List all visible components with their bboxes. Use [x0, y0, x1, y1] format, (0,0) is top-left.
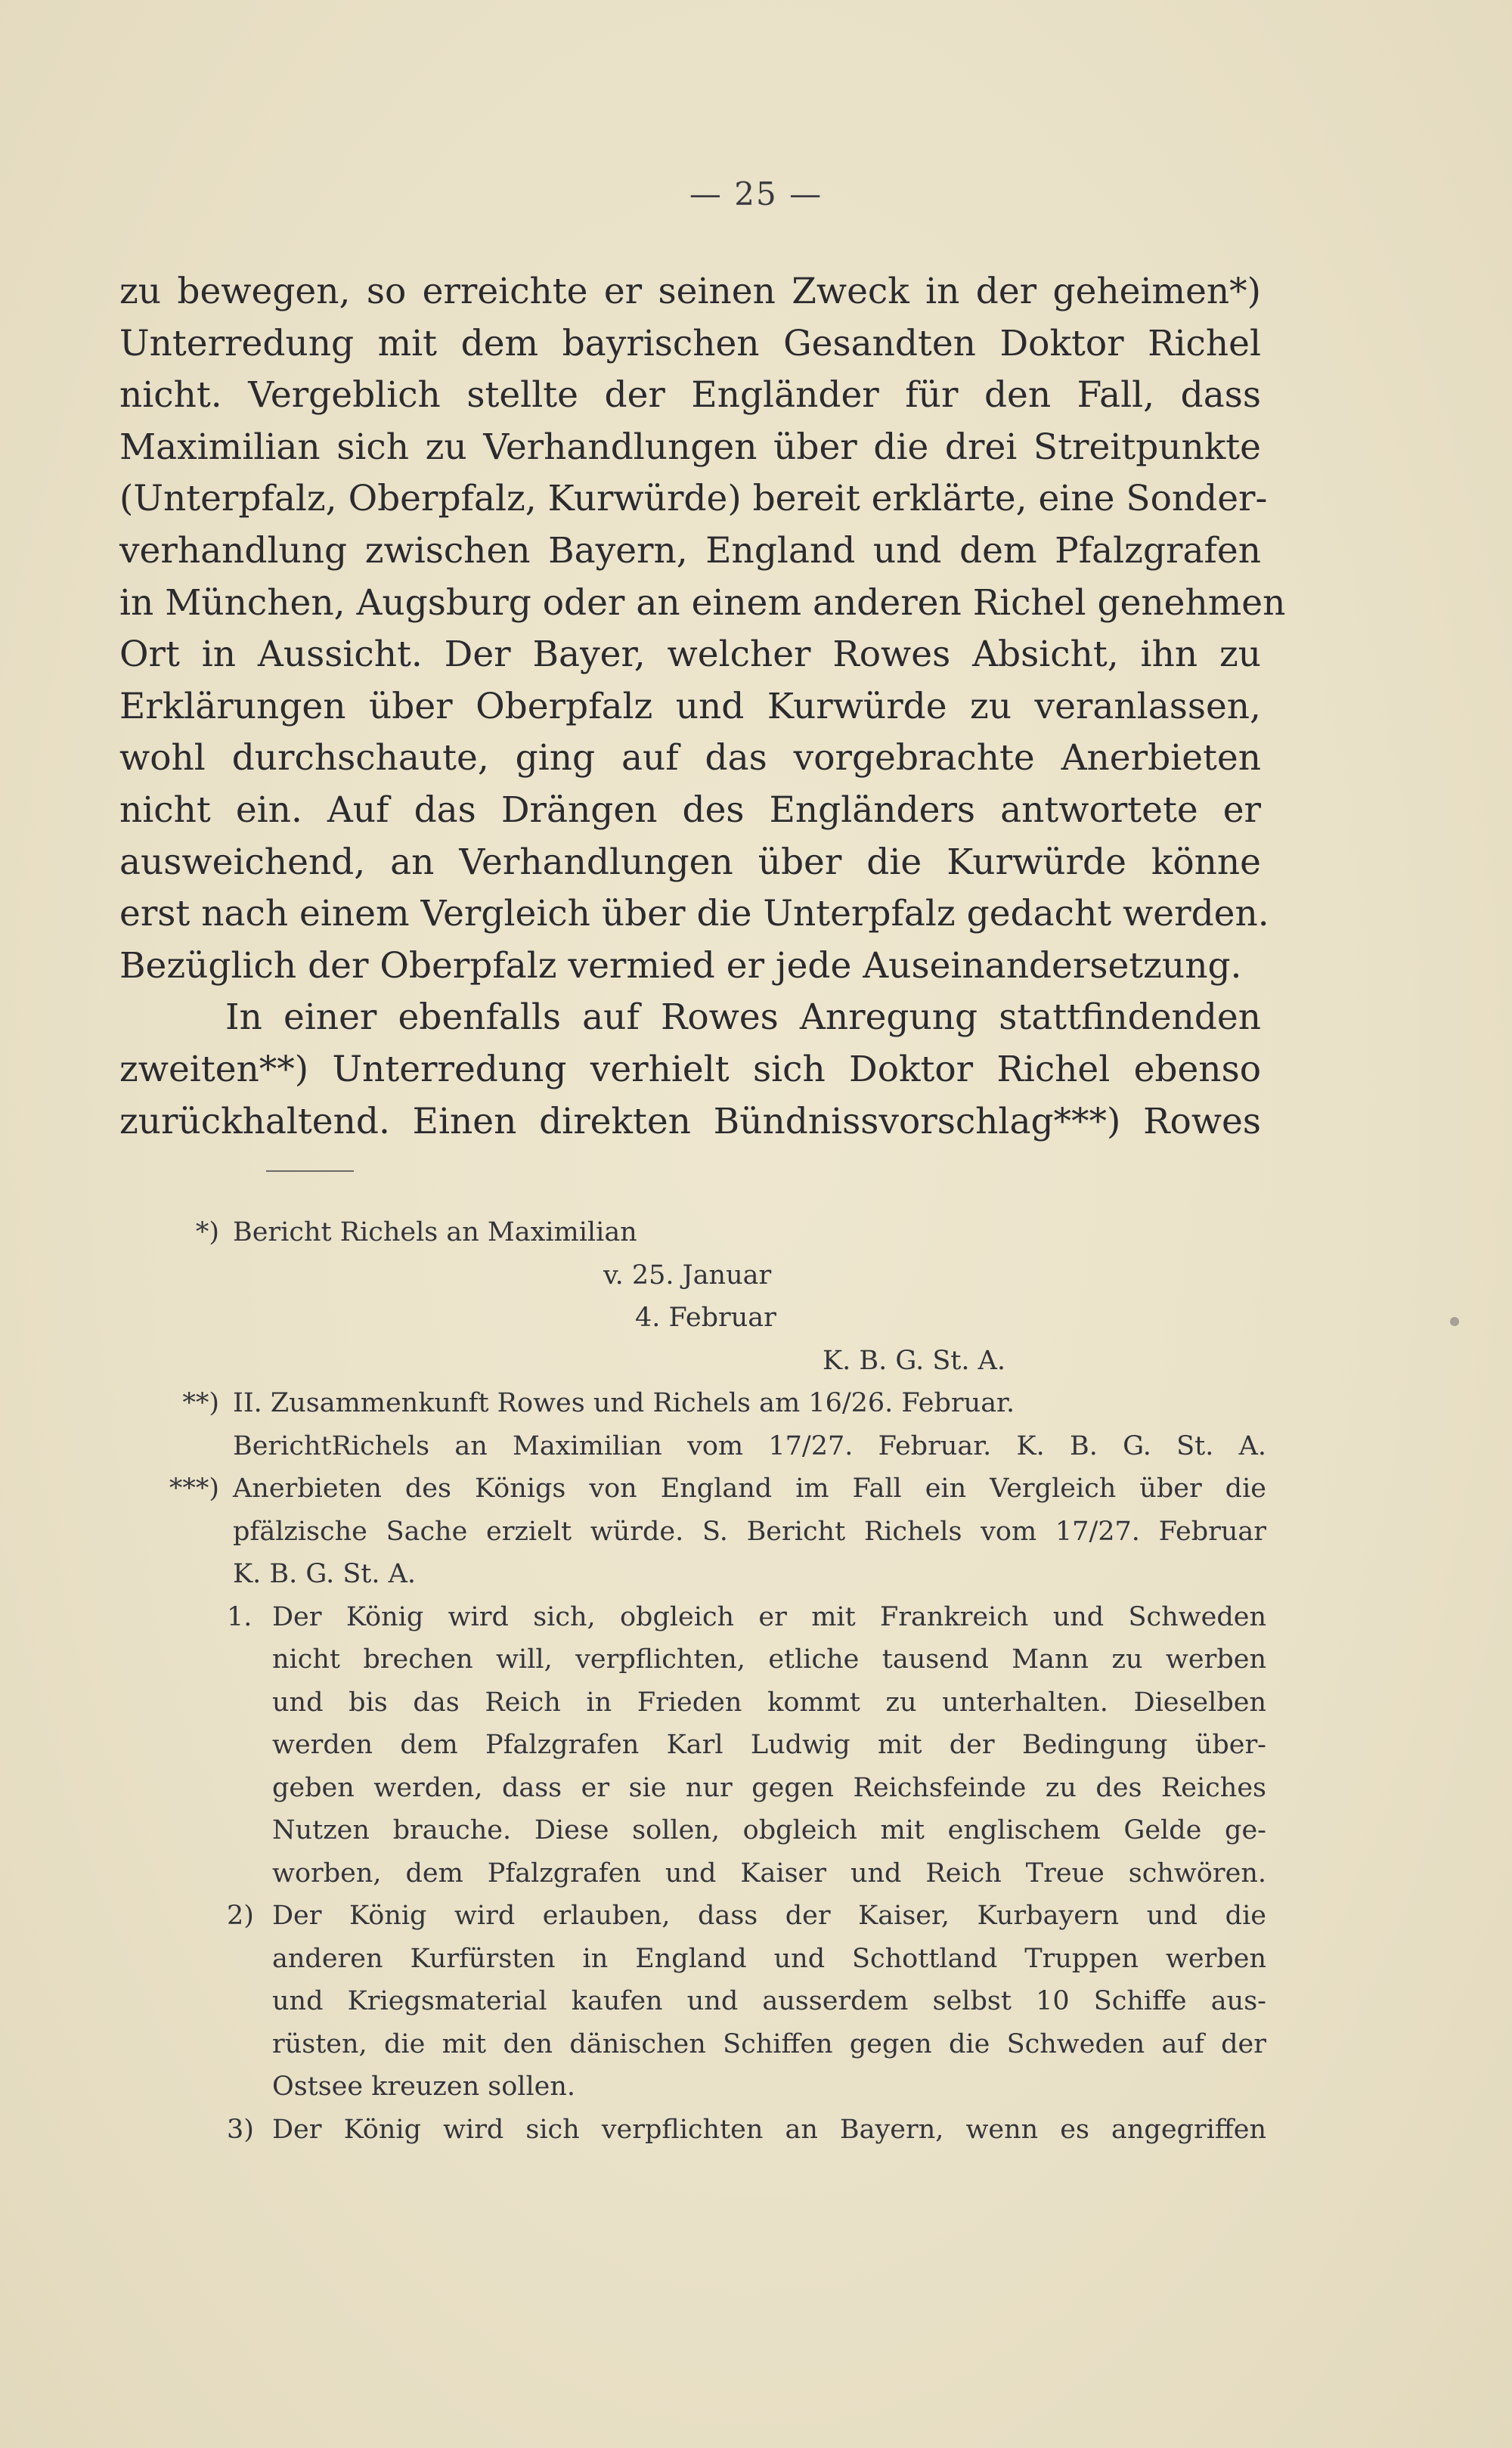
footnote-archive: K. B. G. St. A.	[823, 1345, 1006, 1376]
text-line: nicht ein. Auf das Drängen des Engländers antwortete er	[119, 789, 1261, 831]
footnote-divider	[266, 1170, 354, 1172]
text-line: nicht. Vergeblich stellte der Engländer für den Fall, dass	[119, 374, 1261, 417]
text-line: Erklärungen über Oberpfalz und Kurwürde zu veranlassen,	[119, 685, 1261, 727]
text-line: ausweichend, an Verhandlungen über die Kurwürde könne	[119, 841, 1261, 883]
list-item-line: Nutzen brauche. Diese sollen, obgleich mit englischem Gelde ge-	[272, 1815, 1266, 1845]
list-item-line: worben, dem Pfalzgrafen und Kaiser und Reich Treue schwören.	[272, 1858, 1266, 1889]
footnote-text: Bericht Richels an Maximilian	[233, 1217, 637, 1247]
list-marker: 3)	[227, 2114, 254, 2145]
page-number: — 25 —	[689, 175, 823, 212]
list-marker: 2)	[227, 1901, 254, 1931]
footnote-text: II. Zusammenkunft Rowes und Richels am 16/26. Februar.	[233, 1388, 1015, 1418]
list-item-line: nicht brechen will, verpflichten, etliche tausend Mann zu werben	[272, 1644, 1266, 1675]
footnotes	[151, 1211, 1266, 2151]
list-item-3	[151, 2109, 1266, 2152]
footnote-1	[151, 1211, 1266, 1254]
footnote-2	[151, 1382, 1266, 1467]
text-line: In einer ebenfalls auf Rowes Anregung stattfindenden	[225, 996, 1261, 1039]
list-item-line: anderen Kurfürsten in England und Schottland Truppen werben	[272, 1943, 1266, 1974]
list-item-line: Der König wird sich, obgleich er mit Frankreich und Schweden	[272, 1601, 1266, 1632]
footnote-text: BerichtRichels an Maximilian vom 17/27. Februar. K. B. G. St. A.	[233, 1430, 1266, 1461]
text-line: Unterredung mit dem bayrischen Gesandten Doktor Richel	[119, 322, 1261, 364]
text-line: wohl durchschaute, ging auf das vorgebrachte Anerbieten	[119, 737, 1261, 779]
list-item-line: und bis das Reich in Frieden kommt zu unterhalten. Dieselben	[272, 1687, 1266, 1718]
footnote-marker: ***)	[169, 1473, 219, 1504]
list-item-line: geben werden, dass er sie nur gegen Reichsfeinde zu des Reiches	[272, 1772, 1266, 1803]
list-item-line: werden dem Pfalzgrafen Karl Ludwig mit der Bedingung über-	[272, 1730, 1266, 1760]
footnote-archive: K. B. G. St. A.	[233, 1559, 417, 1589]
list-item-line: Ostsee kreuzen sollen.	[272, 2072, 576, 2102]
footnote-date: v. 25. Januar	[603, 1260, 772, 1291]
footnote-marker: **)	[182, 1388, 219, 1418]
text-line: zweiten**) Unterredung verhielt sich Doktor Richel ebenso	[119, 1048, 1261, 1090]
text-line: Ort in Aussicht. Der Bayer, welcher Rowes Absicht, ihn zu	[119, 634, 1261, 676]
paper-speck	[1450, 1317, 1459, 1326]
list-item-line: und Kriegsmaterial kaufen und ausserdem selbst 10 Schiffe aus-	[272, 1986, 1266, 2016]
footnote-text: pfälzische Sache erzielt würde. S. Bericht Richels vom 17/27. Februar	[233, 1516, 1266, 1547]
main-text	[119, 266, 1286, 1148]
text-line: zurückhaltend. Einen direkten Bündnissvorschlag***) Rowes	[119, 1100, 1261, 1142]
text-line: Bezüglich der Oberpfalz vermied er jede Auseinandersetzung.	[119, 944, 1242, 987]
text-line: zu bewegen, so erreichte er seinen Zweck in der geheimen*)	[119, 271, 1261, 312]
list-item-line: rüsten, die mit den dänischen Schiffen gegen die Schweden auf der	[272, 2028, 1266, 2059]
text-line: erst nach einem Vergleich über die Unterpfalz gedacht werden.	[119, 893, 1269, 935]
text-line: Maximilian sich zu Verhandlungen über die drei Streitpunkte	[119, 426, 1261, 468]
text-line: verhandlung zwischen Bayern, England und dem Pfalzgrafen	[119, 529, 1261, 572]
footnote-text: Anerbieten des Königs von England im Fall ein Vergleich über die	[233, 1473, 1266, 1504]
list-marker: 1.	[227, 1601, 253, 1632]
footnote-3	[151, 1467, 1266, 1596]
list-item-line: Der König wird sich verpflichten an Bayern, wenn es angegriffen	[272, 2114, 1266, 2145]
text-line: (Unterpfalz, Oberpfalz, Kurwürde) bereit erklärte, eine Sonder-	[119, 478, 1268, 520]
footnote-marker: *)	[195, 1217, 219, 1247]
text-line: in München, Augsburg oder an einem anderen Richel genehmen	[119, 581, 1286, 624]
list-item-line: Der König wird erlauben, dass der Kaiser, Kurbayern und die	[272, 1901, 1266, 1931]
list-item-2	[151, 1895, 1266, 2109]
list-item-1	[151, 1596, 1266, 1895]
footnote-date: 4. Februar	[635, 1303, 776, 1333]
